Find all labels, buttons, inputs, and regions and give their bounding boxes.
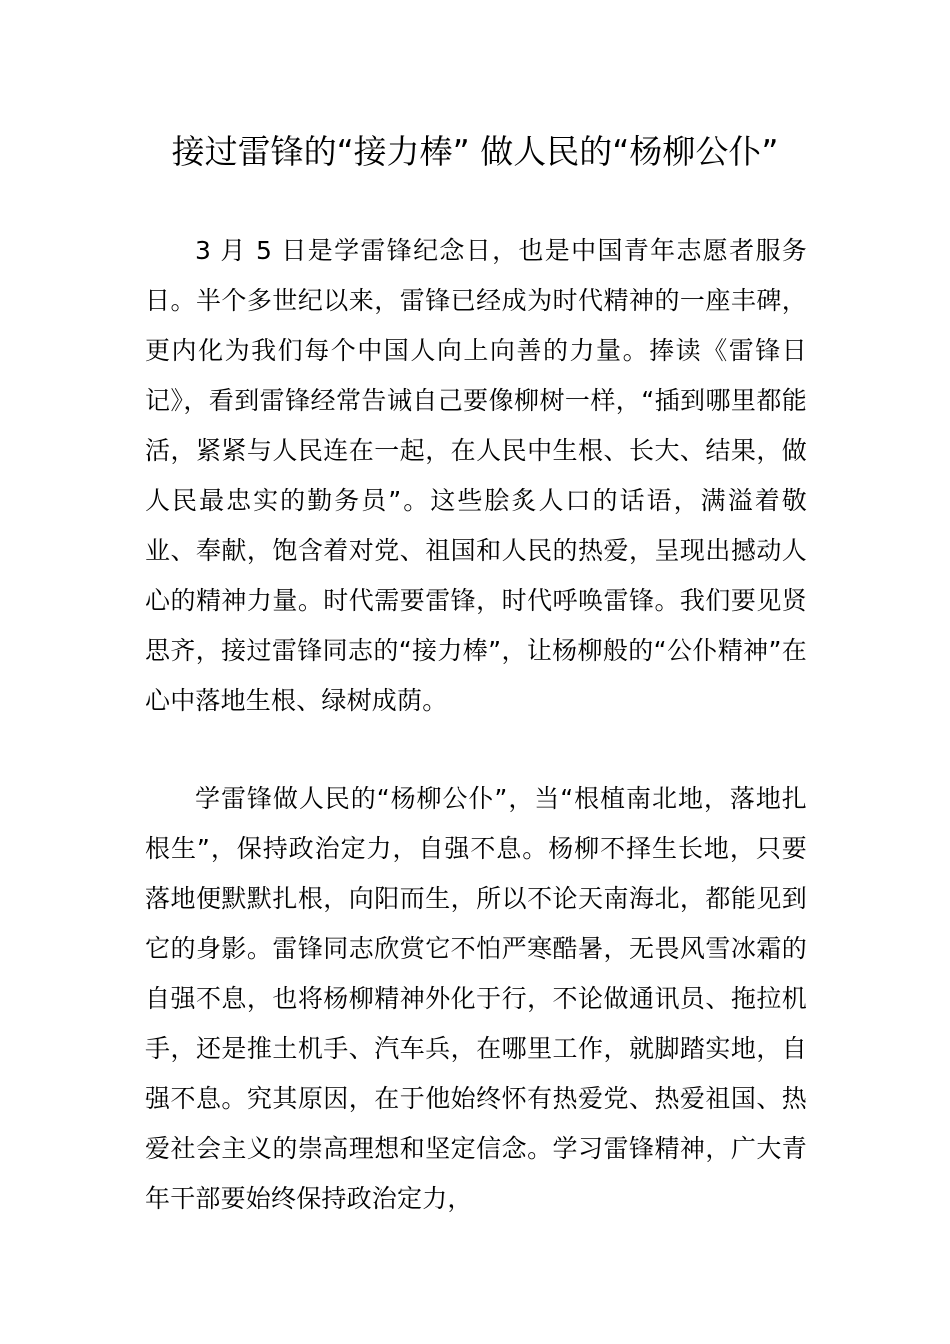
paragraph-1: 3 月 5 日是学雷锋纪念日，也是中国青年志愿者服务日。半个多世纪以来，雷锋已经成为时代精神的一座丰碑，更内化为我们每个中国人向上向善的力量。捧读《雷锋日记》，看到雷锋经常告诫自己要像柳树一样，“插到哪里都能活，紧紧与人民连在一起，在人民中生根、长大、结果，做人民最忠实的勤务员”。这些脍炙人口的话语，满溢着敬业、奉献，饱含着对党、祖国和人民的热爱，呈现出撼动人心的精神力量。时代需要雷锋，时代呼唤雷锋。我们要见贤思齐，接过雷锋同志的“接力棒”，让杨柳般的“公仆精神”在心中落地生根、绿树成荫。 bbox=[145, 236, 807, 715]
document-title: 接过雷锋的“接力棒” 做人民的“杨柳公仆” bbox=[171, 132, 779, 171]
paragraph-2: 学雷锋做人民的“杨柳公仆”，当“根植南北地，落地扎根生”，保持政治定力，自强不息。杨柳不择生长地，只要落地便默默扎根，向阳而生，所以不论天南海北，都能见到它的身影。雷锋同志欣赏它不怕严寒酷暑，无畏风雪冰霜的自强不息，也将杨柳精神外化于行，不论做通讯员、拖拉机手，还是推土机手、汽车兵，在哪里工作，就脚踏实地，自强不息。究其原因，在于他始终怀有热爱党、热爱祖国、热爱社会主义的崇高理想和坚定信念。学习雷锋精神，广大青年干部要始终保持政治定力， bbox=[145, 784, 807, 1213]
